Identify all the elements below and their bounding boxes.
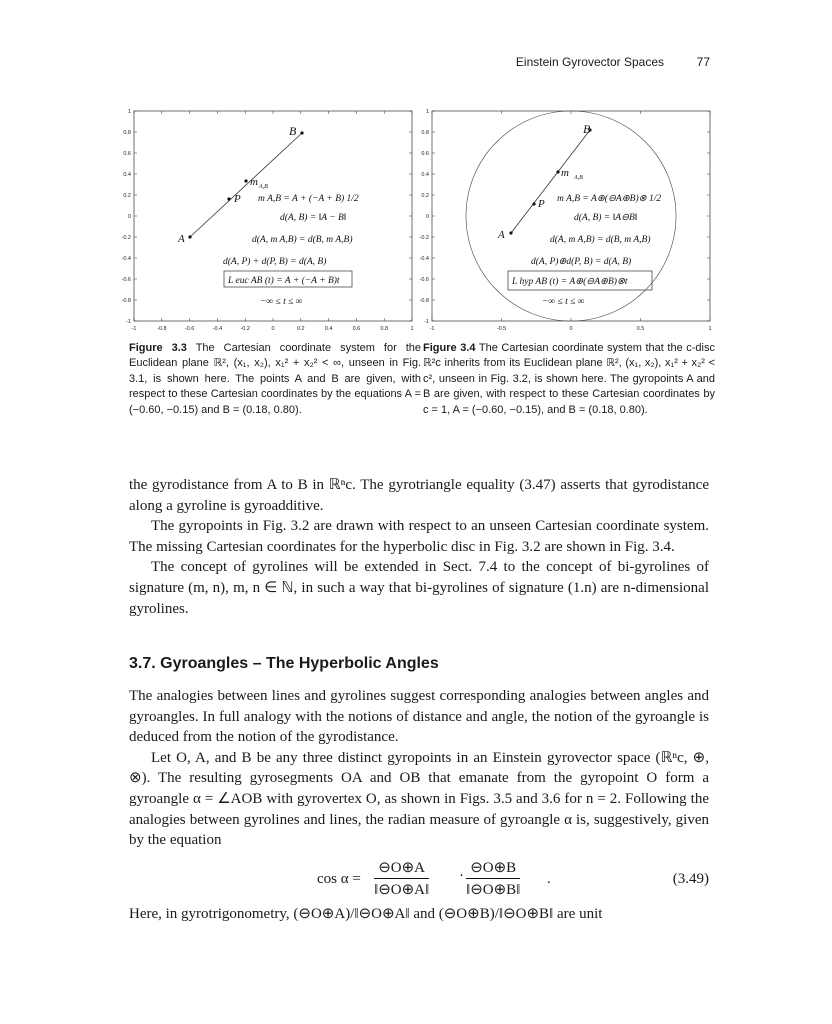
numerator: ⊖O⊕A xyxy=(374,858,429,879)
equation-period: . xyxy=(547,871,551,887)
x-tick-label: 0.8 xyxy=(380,326,389,332)
unit-disc-boundary xyxy=(466,111,676,321)
figure-3-4 xyxy=(419,103,724,333)
y-tick-label: -0.4 xyxy=(121,256,131,262)
label-b: B xyxy=(289,124,297,138)
eq-midpoint: m A,B = A + (−A + B) 1/2 xyxy=(258,194,359,204)
label-a: A xyxy=(498,229,505,241)
label-p: P xyxy=(538,198,545,210)
label-m-sub: A,B xyxy=(574,175,583,181)
point-a xyxy=(188,235,191,238)
y-tick-label: 0.4 xyxy=(421,172,429,178)
y-tick-label: 0.2 xyxy=(123,193,131,199)
x-tick-label: 1 xyxy=(410,326,414,332)
paragraph: The analogies between lines and gyrolines suggest corresponding analogies between angles and gyroangles. In full analogy with the notions of distance and angle, the notion of the gyroangle is deduced from the notion of the gyrodistance. xyxy=(129,688,709,746)
x-tick-label: 0.6 xyxy=(352,326,361,332)
eq-distance: d(A, B) = ‖A − B‖ xyxy=(280,213,347,223)
eq-mid-distance: d(A, m A,B) = d(B, m A,B) xyxy=(550,235,651,245)
paragraph: Here, in gyrotrigonometry, (⊖O⊕A)/‖⊖O⊕A‖ and (⊖O⊕B)/‖⊖O⊕B‖ are unit xyxy=(129,906,603,922)
x-tick-label: -0.4 xyxy=(212,326,223,332)
y-tick-label: -0.6 xyxy=(121,277,131,283)
body-text-block-3 xyxy=(129,904,709,925)
y-tick-label: 0 xyxy=(127,214,131,220)
x-tick-label: 0 xyxy=(569,326,573,332)
running-title: Einstein Gyrovector Spaces xyxy=(515,55,664,69)
y-axis-ticks xyxy=(122,109,412,325)
x-tick-label: -0.8 xyxy=(157,326,167,332)
y-tick-label: 0.6 xyxy=(123,151,131,157)
eq-distance: d(A, B) = ‖A⊖B‖ xyxy=(574,213,638,223)
y-tick-label: -0.8 xyxy=(419,298,429,304)
y-tick-label: -0.8 xyxy=(121,298,131,304)
paragraph: The concept of gyrolines will be extended in Sect. 7.4 to the concept of bi-gyrolines of signature (m, n), m, n ∈ ℕ, in such a way that bi-gyrolines of signature (1.n) are n-dimensional gyrolines. xyxy=(129,559,709,617)
y-tick-label: 1 xyxy=(425,109,429,115)
dot-product: · xyxy=(459,868,464,884)
figure-3-3 xyxy=(120,103,420,333)
equation-number: (3.49) xyxy=(672,871,709,887)
point-p xyxy=(227,197,230,200)
point-m xyxy=(244,179,247,182)
eq-line: L euc AB (t) = A + (−A + B)t xyxy=(228,276,340,286)
point-m xyxy=(556,170,559,173)
point-p xyxy=(532,202,535,205)
eq-additivity: d(A, P)⊕d(P, B) = d(A, B) xyxy=(531,257,632,267)
y-tick-label: -1 xyxy=(126,319,131,325)
plot-frame xyxy=(432,111,710,321)
paragraph: the gyrodistance from A to B in ℝⁿc. The gyrotriangle equality (3.47) asserts that gyrodistance along a gyroline is gyroadditive. xyxy=(129,477,709,514)
paragraph: The gyropoints in Fig. 3.2 are drawn with respect to an unseen Cartesian coordinate system. The missing Cartesian coordinates for the hyperbolic disc in Fig. 3.2 are shown in Fig. 3.4. xyxy=(129,518,709,555)
y-tick-label: 0.6 xyxy=(421,151,429,157)
y-tick-label: 0.2 xyxy=(421,193,429,199)
eq-additivity: d(A, P) + d(P, B) = d(A, B) xyxy=(223,257,327,267)
section-heading: 3.7. Gyroangles – The Hyperbolic Angles xyxy=(129,655,439,672)
x-tick-label: 0 xyxy=(271,326,275,332)
eq-range: −∞ ≤ t ≤ ∞ xyxy=(260,297,303,307)
y-axis-ticks xyxy=(420,109,710,325)
paragraph: Let O, A, and B be any three distinct gyropoints in an Einstein gyrovector space (ℝⁿc, ⊕, ⊗). The resulting gyrosegments OA and OB that emanate from the gyropoint O form a gyroangle α = ∠AOB with gyrovertex O, as shown in Figs. 3.5 and 3.6 for n = 2. Following the analogies between gyrolines and lines, the radian measure of gyroangle α is, suggestively, given by the equation xyxy=(129,749,709,849)
eq-range: −∞ ≤ t ≤ ∞ xyxy=(542,297,585,307)
x-tick-label: 1 xyxy=(708,326,712,332)
body-text-block-1 xyxy=(129,475,709,619)
y-tick-label: 0.8 xyxy=(123,130,131,136)
caption-label: Figure 3.3 xyxy=(129,342,187,354)
label-b: B xyxy=(583,122,591,136)
x-tick-label: -1 xyxy=(131,326,137,332)
x-tick-label: 0.5 xyxy=(636,326,645,332)
y-tick-label: -0.4 xyxy=(419,256,429,262)
eq-gyroline: L hyp AB (t) = A⊕(⊖A⊕B)⊗t xyxy=(512,277,628,287)
x-tick-label: -1 xyxy=(429,326,435,332)
fraction-ob xyxy=(466,858,520,899)
fraction-oa xyxy=(374,858,429,899)
x-tick-label: -0.6 xyxy=(184,326,195,332)
y-tick-label: 0 xyxy=(425,214,429,220)
point-a xyxy=(509,231,512,234)
y-tick-label: -0.2 xyxy=(419,235,429,241)
label-m-sub: A,B xyxy=(259,184,268,190)
plot-frame xyxy=(134,111,412,321)
label-a: A xyxy=(178,233,185,245)
x-tick-label: -0.5 xyxy=(496,326,507,332)
label-p: P xyxy=(234,193,241,205)
caption-figure-3-4 xyxy=(423,341,715,418)
point-b xyxy=(300,131,303,134)
caption-label: Figure 3.4 xyxy=(423,342,476,354)
caption-text: The Cartesian coordinate system that the c-disc ℝ²c inherits from its Euclidean plane ℝ², (x₁, x₂), x₁² + x₂² < c², unseen in Fig. 3.2, is shown here. The gyropoints A and B are given, with respect to these Cartesian coordinates by c = 1, A = (−0.60, −0.15), and B = (0.18, 0.80). xyxy=(423,342,715,416)
page-header xyxy=(128,55,710,73)
y-tick-label: 0.4 xyxy=(123,172,131,178)
label-m: m xyxy=(561,167,569,179)
figure-3-4-plot xyxy=(419,103,724,333)
y-tick-label: -0.2 xyxy=(121,235,131,241)
numerator: ⊖O⊕B xyxy=(466,858,520,879)
equation-lhs: cos α = xyxy=(317,871,361,887)
y-tick-label: 0.8 xyxy=(421,130,429,136)
y-tick-label: 1 xyxy=(127,109,131,115)
eq-mid-distance: d(A, m A,B) = d(B, m A,B) xyxy=(252,235,353,245)
caption-figure-3-3 xyxy=(129,341,421,418)
denominator: ‖⊖O⊕B‖ xyxy=(466,882,521,898)
equation-3-49 xyxy=(129,858,709,902)
x-tick-label: 0.4 xyxy=(324,326,333,332)
page-number: 77 xyxy=(696,55,710,69)
y-tick-label: -0.6 xyxy=(419,277,429,283)
body-text-block-2 xyxy=(129,686,709,851)
y-tick-label: -1 xyxy=(424,319,429,325)
x-tick-label: -0.2 xyxy=(240,326,250,332)
x-tick-label: 0.2 xyxy=(296,326,305,332)
label-m: m xyxy=(250,176,258,188)
denominator: ‖⊖O⊕A‖ xyxy=(374,882,430,898)
eq-midpoint: m A,B = A⊕(⊖A⊕B)⊗ 1/2 xyxy=(557,194,662,204)
caption-text: The Cartesian coordinate system for the Euclidean plane ℝ², (x₁, x₂), x₁² + x₂² < ∞, unseen in Fig. 3.1, is shown here. The points A and B are given, with respect to these Cartesian coordinates by the equations A = (−0.60, −0.15) and B = (0.18, 0.80). xyxy=(129,342,422,416)
figure-3-3-plot xyxy=(120,103,420,333)
